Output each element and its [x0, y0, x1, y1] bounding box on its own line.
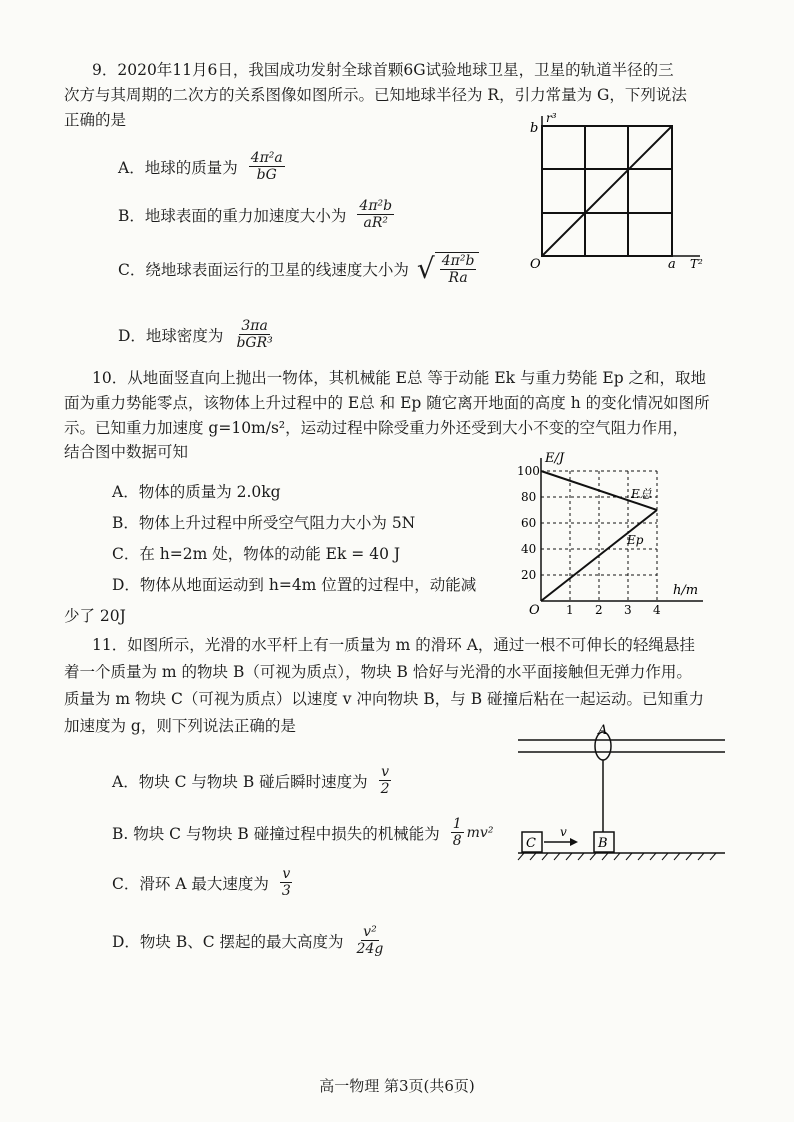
- q10-line4: 结合图中数据可知: [64, 443, 189, 462]
- q10-xtick-2: 2: [595, 603, 603, 617]
- q10-xtick-1: 1: [566, 603, 574, 617]
- q10-y-label: E/J: [545, 452, 565, 466]
- q9-option-c: C．绕地球表面运行的卫星的线速度大小为 √ $\frac{\text{4π²b}}{Ra}$: [118, 252, 479, 286]
- q9-option-a-fraction: $\frac{\text{4π²a}}{bG}$: [250, 150, 283, 184]
- q10-ytick-60: 60: [521, 516, 537, 530]
- q9-option-b-fraction: $\frac{\text{4π²b}}{\text{aR²}}$: [359, 198, 393, 232]
- q9-option-d-fraction: $\frac{3\pi a}{\text{bGR³}}$: [236, 318, 273, 352]
- q11-option-d-fraction: $\frac{\text{v²}}{24g}$: [356, 924, 384, 958]
- q10-option-d-cont: 少了 20J: [64, 607, 126, 625]
- q10-ytick-20: 20: [521, 568, 537, 582]
- q11-line1: 11．如图所示，光滑的水平杆上有一质量为 m 的滑环 A，通过一根不可伸长的轻绳悬挂: [92, 636, 695, 654]
- q9-y-tick: b: [530, 121, 539, 136]
- q11-line3: 质量为 m 物块 C（可视为质点）以速度 v 冲向物块 B，与 B 碰撞后粘在一起运动。已知重力: [64, 690, 705, 709]
- q9-option-b: B．地球表面的重力加速度大小为 $\frac{\text{4π²b}}{\text{aR²}}$: [118, 198, 393, 232]
- q11-option-b: B. 物块 C 与物块 B 碰撞过程中损失的机械能为 $\frac{1}{8}$ mv²: [112, 816, 494, 850]
- q10-ytick-40: 40: [521, 542, 537, 556]
- q11-velocity-arrowhead: [570, 838, 578, 846]
- q10-line2: 面为重力势能零点，该物体上升过程中的 E总 和 Ep 随它离开地面的高度 h 的变化情况如图所: [64, 393, 710, 412]
- q11-figure: [510, 722, 735, 867]
- q9-x-label: T²: [690, 257, 703, 271]
- q10-xtick-3: 3: [624, 603, 632, 617]
- q9-y-label: r³: [546, 111, 557, 125]
- q10-x-label: h/m: [673, 583, 699, 598]
- q10-origin: O: [529, 603, 540, 618]
- q10-stem: [64, 366, 732, 465]
- q9-line3: 正确的是: [64, 110, 127, 129]
- q11-option-b-fraction: $\frac{1}{8}$: [452, 816, 462, 850]
- q9-origin: O: [530, 257, 541, 272]
- q11-ground-hatch: [518, 853, 716, 860]
- q10-graph: [515, 452, 715, 620]
- q10-option-b: B．物体上升过程中所受空气阻力大小为 5N: [112, 514, 416, 532]
- q9-line2: 次方与其周期的二次方的关系图像如图所示。已知地球半径为 R，引力常量为 G，下列说法: [64, 85, 687, 104]
- q10-label-ep: Ep: [627, 533, 644, 547]
- q11-option-d: D．物块 B、C 摆起的最大高度为 $\frac{\text{v²}}{24g}$: [112, 924, 384, 958]
- q10-xtick-4: 4: [653, 603, 661, 617]
- q9-x-tick: a: [668, 257, 676, 272]
- q10-option-c: C．在 h=2m 处，物体的动能 Ek = 40 J: [112, 545, 401, 563]
- q10-option-d: D．物体从地面运动到 h=4m 位置的过程中，动能减: [112, 576, 477, 594]
- q11-option-a-fraction: $\frac{v}{2}$: [380, 764, 390, 798]
- q9-option-d: D．地球密度为 $\frac{3\pi a}{\text{bGR³}}$: [118, 318, 273, 352]
- q9-line: [542, 126, 672, 256]
- q11-option-c-fraction: $\frac{v}{3}$: [281, 866, 291, 900]
- q10-label-e-total: E总: [631, 487, 652, 501]
- q10-ytick-100: 100: [517, 464, 540, 478]
- q10-option-a: A．物体的质量为 2.0kg: [112, 483, 281, 501]
- q11-option-c: C．滑环 A 最大速度为 $\frac{v}{3}$: [112, 866, 291, 900]
- page-footer: 高一物理 第3页(共6页): [319, 1077, 475, 1095]
- q11-velocity-label: v: [560, 825, 567, 839]
- q9-option-c-sqrt: √ $\frac{\text{4π²b}}{Ra}$: [417, 252, 480, 286]
- q11-ring-label: A: [598, 723, 608, 738]
- q11-line2: 着一个质量为 m 的物块 B（可视为质点），物块 B 恰好与光滑的水平面接触但无弹力作用。: [64, 663, 692, 682]
- q9-option-a: A．地球的质量为 $\frac{\text{4π²a}}{bG}$: [118, 150, 283, 184]
- q10-line1: 10．从地面竖直向上抛出一物体，其机械能 E总 等于动能 Ek 与重力势能 Ep 之和，取地: [92, 369, 707, 387]
- q11-block-c-label: C: [526, 836, 536, 851]
- q11-option-a: A．物块 C 与物块 B 碰后瞬时速度为 $\frac{v}{2}$: [112, 764, 390, 798]
- q9-graph: [520, 108, 710, 273]
- q11-line4: 加速度为 g，则下列说法正确的是: [64, 717, 296, 736]
- q10-line3: 示。已知重力加速度 g=10m/s²，运动过程中除受重力外还受到大小不变的空气阻力作用，: [64, 418, 689, 437]
- q9-line1: 9．2020年11月6日，我国成功发射全球首颗6G试验地球卫星，卫星的轨道半径的三: [92, 61, 674, 79]
- q11-block-b-label: B: [598, 836, 608, 851]
- q10-ytick-80: 80: [521, 490, 537, 504]
